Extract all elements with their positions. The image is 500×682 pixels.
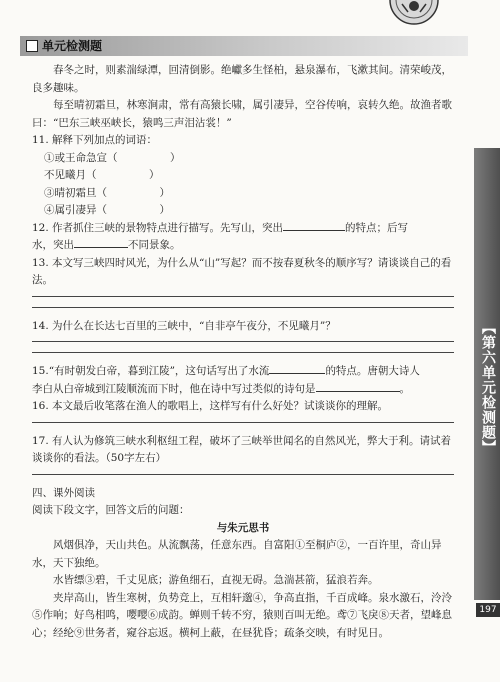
question-11-prompt: 11. 解释下列加点的词语： xyxy=(32,134,158,146)
passage-paragraph-1: 春冬之时，则素湍绿潭，回清倒影。绝巘多生怪柏，悬泉瀑布，飞漱其间。清荣峻茂，良多趣味。 xyxy=(32,64,452,94)
q15-part-a: 15.“有时朝发白帝，暮到江陵”，这句话写出了水流 xyxy=(32,365,270,377)
q11-option-3: ③晴初霜旦（ ） xyxy=(44,186,170,199)
q12-part-b: 的特点；后写 xyxy=(345,221,409,234)
q15-blank-2[interactable] xyxy=(316,391,400,392)
q12-blank-2[interactable] xyxy=(74,247,128,248)
answer-line[interactable] xyxy=(32,341,454,342)
reading-title: 与朱元思书 xyxy=(216,521,270,534)
q12-part-a: 12. 作者抓住三峡的景物特点进行描写。先写山，突出 xyxy=(32,221,284,234)
question-16: 16. 本文最后收笔落在渔人的歌唱上，这样写有什么好处？试谈谈你的理解。 xyxy=(32,400,389,412)
checkbox-icon xyxy=(26,40,38,52)
question-14: 14. 为什么在长达七百里的三峡中，“自非亭午夜分，不见曦月”？ xyxy=(32,319,336,332)
reading-paragraph-1: 风烟俱净，天山共色。从流飘荡，任意东西。自富阳①至桐庐②，一百许里，奇山异水，天下独绝。 xyxy=(32,539,442,569)
section-4-heading: 四、课外阅读 xyxy=(32,486,95,499)
q15-part-b: 的特点。唐朝大诗人 xyxy=(325,365,420,377)
q11-option-4: ④属引凄异（ ） xyxy=(44,204,170,216)
q15-part-c: 李白从白帝城到江陵顺流而下时，他在诗中写过类似的诗句是 xyxy=(32,382,316,395)
answer-line[interactable] xyxy=(32,474,454,475)
passage-paragraph-2: 每至晴初霜旦，林寒涧肃，常有高猿长啸，属引凄异，空谷传响，哀转久绝。故渔者歌曰：“巴东三峡巫峡长，猿鸣三声泪沾裳！” xyxy=(32,99,452,129)
page-number: 197 xyxy=(476,603,500,617)
q12-part-c: 水，突出 xyxy=(32,239,74,251)
question-17: 17. 有人认为修筑三峡水利枢纽工程，破坏了三峡举世闻名的自然风光，弊大于利。请试着谈谈你的看法。（50字左右） xyxy=(32,434,452,464)
q15-blank-1[interactable] xyxy=(269,373,325,374)
question-12 xyxy=(32,220,454,255)
answer-line[interactable] xyxy=(32,352,454,353)
q11-option-2: 不见曦月（ ） xyxy=(44,169,160,181)
answer-line[interactable] xyxy=(32,296,454,297)
q12-blank-1[interactable] xyxy=(283,230,345,231)
q11-option-1: ①或王命急宣（ ） xyxy=(44,151,181,164)
q12-part-d: 不同景象。 xyxy=(128,239,181,251)
q15-part-d: 。 xyxy=(399,382,410,395)
reading-paragraph-2: 水皆缥③碧，千丈见底；游鱼细石，直视无碍。急湍甚箭，猛浪若奔。 xyxy=(53,574,379,586)
question-13: 13. 本文写三峡四时风光，为什么从“山”写起？而不按春夏秋冬的顺序写？请谈谈自己的看法。 xyxy=(32,256,452,286)
emblem-icon xyxy=(388,0,440,26)
section-4-instruction: 阅读下段文字，回答文后的问题： xyxy=(32,504,190,516)
answer-line[interactable] xyxy=(32,307,454,308)
answer-line[interactable] xyxy=(32,422,454,423)
reading-paragraph-3: 夹岸高山，皆生寒树，负势竞上，互相轩邈④，争高直指，千百成峰。泉水激石，泠泠⑤作响；好鸟相鸣，嘤嘤⑥成韵。蝉则千转不穷，猿则百叫无绝。鸢⑦飞戾⑧天者，望峰息心；经纶⑨世务者，窥谷忘返。横柯上蔽，在昼犹昏；疏条交映，有时见日。 xyxy=(32,591,452,639)
page-content xyxy=(32,62,454,642)
question-15 xyxy=(32,363,454,398)
chapter-tab-label: 【第六单元检测题】 xyxy=(480,320,496,455)
page-header-title: 单元检测题 xyxy=(42,39,103,53)
